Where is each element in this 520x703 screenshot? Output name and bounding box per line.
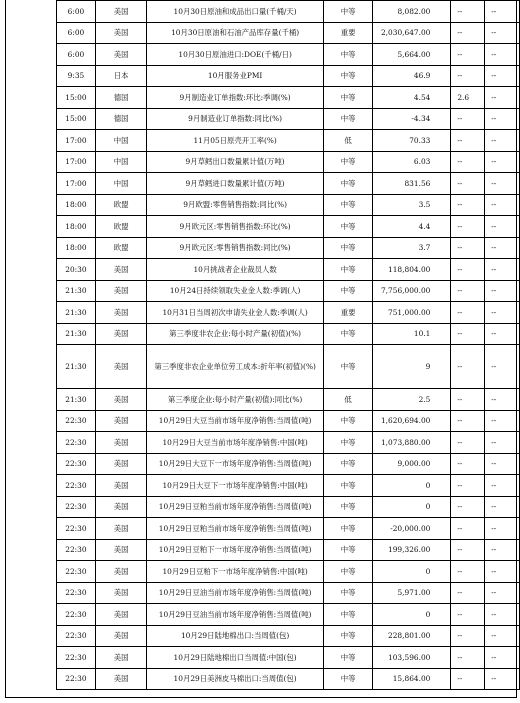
importance-cell: 中等 (323, 518, 373, 540)
value-cell: 4.4 (373, 216, 451, 238)
time-cell: 18:00 (57, 216, 96, 238)
forecast-cell: -- (451, 65, 485, 87)
forecast-cell: -- (451, 1, 485, 23)
table-row (57, 87, 520, 109)
time-cell: 17:00 (57, 151, 96, 173)
value-cell: 3.5 (373, 194, 451, 216)
previous-cell: -- (485, 1, 520, 23)
indicator-cell: 9月草鳕进口数量累计值(万吨) (147, 173, 323, 195)
table-row (57, 151, 520, 173)
value-cell: -20,000.00 (373, 518, 451, 540)
time-cell: 18:00 (57, 237, 96, 259)
forecast-cell: -- (451, 668, 485, 690)
previous-cell: -- (485, 87, 520, 109)
forecast-cell: -- (451, 453, 485, 475)
region-cell: 美国 (95, 604, 147, 626)
time-cell: 20:30 (57, 259, 96, 281)
time-cell: 22:30 (57, 539, 96, 561)
previous-cell: -- (485, 604, 520, 626)
forecast-cell: -- (451, 604, 485, 626)
indicator-cell: 10月29日豆油当前市场年度净销售:当周值(吨) (147, 582, 323, 604)
previous-cell: -- (485, 173, 520, 195)
value-cell: 9,000.00 (373, 453, 451, 475)
region-cell: 美国 (95, 259, 147, 281)
value-cell: 103,596.00 (373, 647, 451, 669)
region-cell: 美国 (95, 432, 147, 454)
indicator-cell: 10月30日原油和石油产品库存量(千桶) (147, 22, 323, 44)
indicator-cell: 9月草鳕出口数量累计值(万吨) (147, 151, 323, 173)
table-row (57, 647, 520, 669)
indicator-cell: 10月29日美洲皮马棉出口:当周值(包) (147, 668, 323, 690)
indicator-cell: 10月29日豆粕当前市场年度净销售:当周值(吨) (147, 496, 323, 518)
table-row (57, 65, 520, 87)
indicator-cell: 10月29日豆粕下一市场年度净销售:当周值(吨) (147, 539, 323, 561)
time-cell: 22:30 (57, 432, 96, 454)
time-cell: 17:00 (57, 130, 96, 152)
importance-cell: 中等 (323, 432, 373, 454)
indicator-cell: 10月服务业PMI (147, 65, 323, 87)
importance-cell: 中等 (323, 151, 373, 173)
value-cell: 0 (373, 496, 451, 518)
time-cell: 22:30 (57, 496, 96, 518)
forecast-cell: -- (451, 410, 485, 432)
previous-cell: -- (485, 345, 520, 389)
region-cell: 德国 (95, 87, 147, 109)
time-cell: 22:30 (57, 604, 96, 626)
importance-cell: 中等 (323, 280, 373, 302)
previous-cell: -- (485, 539, 520, 561)
importance-cell: 中等 (323, 65, 373, 87)
forecast-cell: -- (451, 561, 485, 583)
importance-cell: 中等 (323, 668, 373, 690)
region-cell: 美国 (95, 561, 147, 583)
forecast-cell: -- (451, 194, 485, 216)
value-cell: 831.56 (373, 173, 451, 195)
forecast-cell: -- (451, 432, 485, 454)
forecast-cell: -- (451, 625, 485, 647)
value-cell: 2.5 (373, 389, 451, 411)
forecast-cell: -- (451, 475, 485, 497)
table-row (57, 345, 520, 389)
value-cell: 70.33 (373, 130, 451, 152)
time-cell: 22:30 (57, 410, 96, 432)
table-row (57, 389, 520, 411)
time-cell: 22:30 (57, 475, 96, 497)
previous-cell: -- (485, 647, 520, 669)
previous-cell: -- (485, 22, 520, 44)
importance-cell: 中等 (323, 108, 373, 130)
table-row (57, 323, 520, 345)
indicator-cell: 10月29日豆粕下一市场年度净销售:中国(吨) (147, 561, 323, 583)
previous-cell: -- (485, 496, 520, 518)
forecast-cell: -- (451, 302, 485, 324)
forecast-cell: -- (451, 539, 485, 561)
region-cell: 美国 (95, 539, 147, 561)
value-cell: 6.03 (373, 151, 451, 173)
time-cell: 6:00 (57, 1, 96, 23)
table-row (57, 453, 520, 475)
table-row (57, 280, 520, 302)
indicator-cell: 10月29日豆粕当前市场年度净销售:当周值(吨) (147, 518, 323, 540)
importance-cell: 中等 (323, 539, 373, 561)
time-cell: 18:00 (57, 194, 96, 216)
time-cell: 22:30 (57, 647, 96, 669)
region-cell: 欧盟 (95, 194, 147, 216)
forecast-cell: -- (451, 647, 485, 669)
importance-cell: 重要 (323, 302, 373, 324)
previous-cell: -- (485, 216, 520, 238)
table-row (57, 302, 520, 324)
indicator-cell: 10月挑战者企业裁员人数 (147, 259, 323, 281)
forecast-cell: -- (451, 323, 485, 345)
region-cell: 日本 (95, 65, 147, 87)
time-cell: 22:30 (57, 561, 96, 583)
value-cell: 9 (373, 345, 451, 389)
importance-cell: 中等 (323, 173, 373, 195)
time-cell: 21:30 (57, 280, 96, 302)
time-cell: 22:30 (57, 582, 96, 604)
importance-cell: 中等 (323, 194, 373, 216)
indicator-cell: 9月欧元区:零售销售指数:同比(%) (147, 237, 323, 259)
region-cell: 中国 (95, 151, 147, 173)
forecast-cell: -- (451, 216, 485, 238)
indicator-cell: 9月制造业订单指数:环比:季调(%) (147, 87, 323, 109)
previous-cell: -- (485, 561, 520, 583)
importance-cell: 中等 (323, 87, 373, 109)
value-cell: 0 (373, 604, 451, 626)
indicator-cell: 第三季度企业:每小时产量(初值):同比(%) (147, 389, 323, 411)
table-row (57, 173, 520, 195)
value-cell: 5,971.00 (373, 582, 451, 604)
value-cell: 118,804.00 (373, 259, 451, 281)
previous-cell: -- (485, 453, 520, 475)
time-cell: 22:30 (57, 625, 96, 647)
region-cell: 德国 (95, 108, 147, 130)
importance-cell: 中等 (323, 216, 373, 238)
region-cell: 美国 (95, 22, 147, 44)
region-cell: 美国 (95, 323, 147, 345)
region-cell: 美国 (95, 625, 147, 647)
value-cell: 3.7 (373, 237, 451, 259)
importance-cell: 重要 (323, 22, 373, 44)
previous-cell: -- (485, 44, 520, 66)
region-cell: 美国 (95, 453, 147, 475)
importance-cell: 低 (323, 389, 373, 411)
forecast-cell: -- (451, 22, 485, 44)
value-cell: 8,082.00 (373, 1, 451, 23)
importance-cell: 中等 (323, 561, 373, 583)
region-cell: 美国 (95, 475, 147, 497)
importance-cell: 中等 (323, 1, 373, 23)
table-row (57, 44, 520, 66)
forecast-cell: -- (451, 280, 485, 302)
forecast-cell: -- (451, 345, 485, 389)
value-cell: 10.1 (373, 323, 451, 345)
forecast-cell: -- (451, 237, 485, 259)
previous-cell: -- (485, 280, 520, 302)
indicator-cell: 10月29日陆地棉出口:当周值(包) (147, 625, 323, 647)
importance-cell: 中等 (323, 582, 373, 604)
table-row (57, 108, 520, 130)
importance-cell: 中等 (323, 323, 373, 345)
forecast-cell: 2.6 (451, 87, 485, 109)
previous-cell: -- (485, 302, 520, 324)
previous-cell: -- (485, 410, 520, 432)
indicator-cell: 第三季度非农企业单位劳工成本:折年率(初值)(%) (147, 345, 323, 389)
region-cell: 美国 (95, 44, 147, 66)
table-row (57, 22, 520, 44)
previous-cell: -- (485, 475, 520, 497)
region-cell: 美国 (95, 582, 147, 604)
value-cell: 228,801.00 (373, 625, 451, 647)
importance-cell: 中等 (323, 237, 373, 259)
region-cell: 中国 (95, 130, 147, 152)
forecast-cell: -- (451, 151, 485, 173)
indicator-cell: 10月24日持续领取失业金人数:季调(人) (147, 280, 323, 302)
importance-cell: 中等 (323, 475, 373, 497)
table-row (57, 518, 520, 540)
region-cell: 美国 (95, 302, 147, 324)
time-cell: 22:30 (57, 518, 96, 540)
table-row (57, 237, 520, 259)
previous-cell: -- (485, 518, 520, 540)
table-row (57, 561, 520, 583)
value-cell: 1,073,880.00 (373, 432, 451, 454)
value-cell: 1,620,694.00 (373, 410, 451, 432)
forecast-cell: -- (451, 389, 485, 411)
value-cell: 199,326.00 (373, 539, 451, 561)
table-row (57, 604, 520, 626)
value-cell: -4.34 (373, 108, 451, 130)
time-cell: 6:00 (57, 44, 96, 66)
indicator-cell: 10月30日原油进口:DOE(千桶/日) (147, 44, 323, 66)
region-cell: 美国 (95, 345, 147, 389)
previous-cell: -- (485, 194, 520, 216)
previous-cell: -- (485, 432, 520, 454)
time-cell: 15:00 (57, 108, 96, 130)
indicator-cell: 10月30日原油和成品出口量(千桶/天) (147, 1, 323, 23)
indicator-cell: 10月29日大豆当前市场年度净销售:当周值(吨) (147, 410, 323, 432)
importance-cell: 中等 (323, 345, 373, 389)
time-cell: 15:00 (57, 87, 96, 109)
indicator-cell: 11月05日原壳开工率(%) (147, 130, 323, 152)
forecast-cell: -- (451, 44, 485, 66)
previous-cell: -- (485, 323, 520, 345)
time-cell: 21:30 (57, 345, 96, 389)
indicator-cell: 10月29日大豆当前市场年度净销售:中国(吨) (147, 432, 323, 454)
table-row (57, 625, 520, 647)
table-row (57, 475, 520, 497)
time-cell: 21:30 (57, 389, 96, 411)
indicator-cell: 第三季度非农企业:每小时产量(初值)(%) (147, 323, 323, 345)
region-cell: 美国 (95, 280, 147, 302)
value-cell: 46.9 (373, 65, 451, 87)
previous-cell: -- (485, 237, 520, 259)
time-cell: 17:00 (57, 173, 96, 195)
indicator-cell: 10月29日豆油当前市场年度净销售:当周值(吨) (147, 604, 323, 626)
indicator-cell: 9月制造业订单指数:同比(%) (147, 108, 323, 130)
importance-cell: 低 (323, 130, 373, 152)
previous-cell: -- (485, 108, 520, 130)
time-cell: 9:35 (57, 65, 96, 87)
importance-cell: 中等 (323, 604, 373, 626)
table-row (57, 259, 520, 281)
previous-cell: -- (485, 151, 520, 173)
time-cell: 21:30 (57, 302, 96, 324)
time-cell: 21:30 (57, 323, 96, 345)
forecast-cell: -- (451, 130, 485, 152)
previous-cell: -- (485, 582, 520, 604)
region-cell: 美国 (95, 647, 147, 669)
indicator-cell: 10月31日当周初次申请失业金人数:季调(人) (147, 302, 323, 324)
importance-cell: 中等 (323, 453, 373, 475)
region-cell: 中国 (95, 173, 147, 195)
table-row (57, 130, 520, 152)
region-cell: 美国 (95, 389, 147, 411)
value-cell: 15,864.00 (373, 668, 451, 690)
time-cell: 6:00 (57, 22, 96, 44)
importance-cell: 中等 (323, 496, 373, 518)
indicator-cell: 10月29日大豆下一市场年度净销售:当周值(吨) (147, 453, 323, 475)
indicator-cell: 9月欧元区:零售销售指数:环比(%) (147, 216, 323, 238)
forecast-cell: -- (451, 518, 485, 540)
table-row (57, 1, 520, 23)
value-cell: 0 (373, 561, 451, 583)
value-cell: 7,756,000.00 (373, 280, 451, 302)
forecast-cell: -- (451, 108, 485, 130)
forecast-cell: -- (451, 173, 485, 195)
region-cell: 美国 (95, 496, 147, 518)
previous-cell: -- (485, 389, 520, 411)
value-cell: 751,000.00 (373, 302, 451, 324)
table-row (57, 582, 520, 604)
importance-cell: 中等 (323, 647, 373, 669)
value-cell: 2,030,647.00 (373, 22, 451, 44)
previous-cell: -- (485, 625, 520, 647)
table-row (57, 410, 520, 432)
forecast-cell: -- (451, 582, 485, 604)
value-cell: 4.54 (373, 87, 451, 109)
importance-cell: 中等 (323, 625, 373, 647)
indicator-cell: 9月欧盟:零售销售指数:同比(%) (147, 194, 323, 216)
importance-cell: 中等 (323, 410, 373, 432)
table-row (57, 432, 520, 454)
table-row (57, 216, 520, 238)
previous-cell: -- (485, 65, 520, 87)
table-body (57, 1, 520, 690)
region-cell: 欧盟 (95, 237, 147, 259)
table-row (57, 496, 520, 518)
economic-calendar-table (56, 0, 520, 690)
time-cell: 22:30 (57, 668, 96, 690)
previous-cell: -- (485, 130, 520, 152)
table-row (57, 539, 520, 561)
value-cell: 0 (373, 475, 451, 497)
importance-cell: 中等 (323, 259, 373, 281)
table-row (57, 668, 520, 690)
region-cell: 欧盟 (95, 216, 147, 238)
time-cell: 22:30 (57, 453, 96, 475)
forecast-cell: -- (451, 496, 485, 518)
region-cell: 美国 (95, 668, 147, 690)
indicator-cell: 10月29日陆地棉出口当周值:中国(包) (147, 647, 323, 669)
indicator-cell: 10月29日大豆下一市场年度净销售:中国(吨) (147, 475, 323, 497)
region-cell: 美国 (95, 410, 147, 432)
forecast-cell: -- (451, 259, 485, 281)
region-cell: 美国 (95, 518, 147, 540)
previous-cell: -- (485, 259, 520, 281)
table-row (57, 194, 520, 216)
region-cell: 美国 (95, 1, 147, 23)
importance-cell: 中等 (323, 44, 373, 66)
previous-cell: -- (485, 668, 520, 690)
value-cell: 5,664.00 (373, 44, 451, 66)
